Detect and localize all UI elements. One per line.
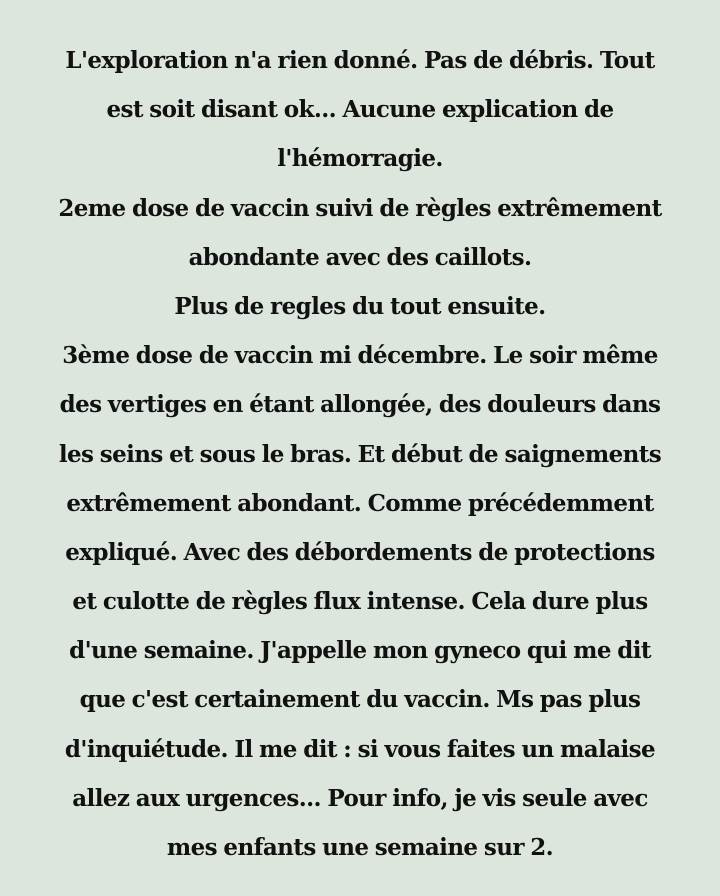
text-line: L'exploration n'a rien donné. Pas de débris. Tout bbox=[65, 47, 655, 74]
text-line: Plus de regles du tout ensuite. bbox=[174, 292, 546, 320]
text-line: et culotte de règles flux intense. Cela dure plus bbox=[72, 588, 648, 616]
text-line: abondante avec des caillots. bbox=[188, 243, 532, 271]
text-line: expliqué. Avec des débordements de protections bbox=[65, 538, 655, 566]
text-line: mes enfants une semaine sur 2. bbox=[166, 834, 554, 861]
text-line: d'inquiétude. Il me dit : si vous faites un malaise bbox=[64, 735, 656, 763]
text-line: 3ème dose de vaccin mi décembre. Le soir même bbox=[62, 342, 658, 370]
text-line: les seins et sous le bras. Et début de saignements bbox=[58, 440, 662, 468]
text-line: d'une semaine. J'appelle mon gyneco qui me dit bbox=[69, 637, 651, 665]
document-text bbox=[0, 36, 720, 872]
text-line: extrêmement abondant. Comme précédemment bbox=[66, 489, 654, 517]
text-line: l'hémorragie. bbox=[277, 145, 443, 173]
text-line: des vertiges en étant allongée, des douleurs dans bbox=[59, 391, 661, 419]
text-line: allez aux urgences... Pour info, je vis seule avec bbox=[72, 784, 648, 812]
text-line: est soit disant ok... Aucune explication de bbox=[106, 96, 614, 124]
text-line: que c'est certainement du vaccin. Ms pas plus bbox=[79, 686, 641, 714]
text-line: 2eme dose de vaccin suivi de règles extrêmement bbox=[58, 194, 662, 222]
